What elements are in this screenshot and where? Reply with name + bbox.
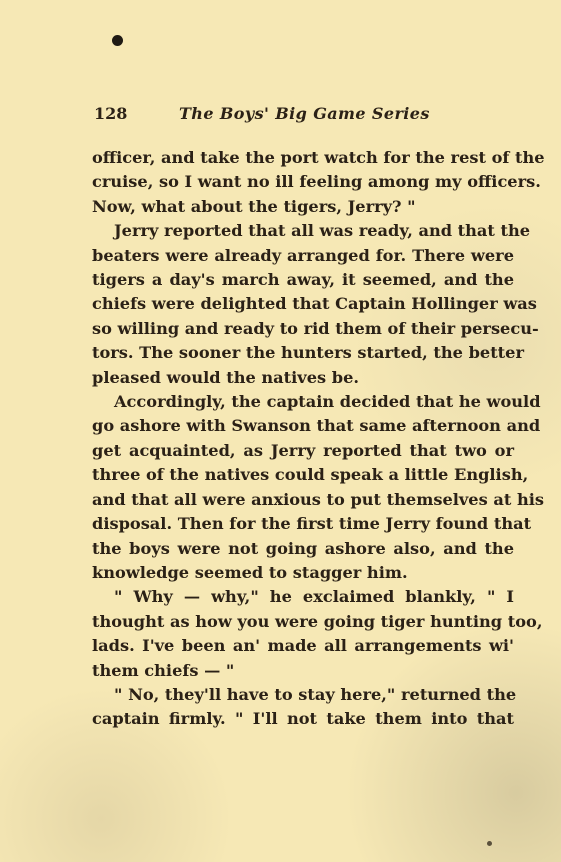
text-line: captain firmly. " I'll not take them into that [92, 709, 514, 729]
text-line: them chiefs — " [92, 660, 235, 680]
text-line: chiefs were delighted that Captain Hollinger was [92, 294, 537, 314]
text-line: " No, they'll have to stay here," returned the [114, 684, 517, 704]
text-line: lads. I've been an' made all arrangements wi' [92, 636, 514, 656]
text-line: " Why — why," he exclaimed blankly, " I [114, 587, 514, 607]
text-line: pleased would the natives be. [92, 367, 359, 387]
text-line: Now, what about the tigers, Jerry? " [92, 196, 416, 216]
text-line: tors. The sooner the hunters started, the better [92, 343, 524, 363]
text-line: get acquainted, as Jerry reported that two or [92, 440, 514, 460]
paragraph [92, 219, 539, 390]
text-line: thought as how you were going tiger hunting too, [92, 611, 543, 631]
text-line: go ashore with Swanson that same afternoon and [92, 416, 541, 436]
text-line: the boys were not going ashore also, and the [92, 538, 514, 558]
text-line: cruise, so I want no ill feeling among my officers. [92, 172, 541, 192]
text-line: so willing and ready to rid them of their persecu- [92, 318, 539, 338]
text-line: beaters were already arranged for. There were [92, 245, 514, 265]
text-line: Jerry reported that all was ready, and that the [114, 221, 531, 241]
text-line: tigers a day's march away, it seemed, and the [92, 270, 514, 290]
paragraph [92, 390, 544, 585]
text-line: Accordingly, the captain decided that he would [114, 392, 541, 412]
page-number: 128 [94, 104, 128, 123]
text-line: disposal. Then for the first time Jerry found that [92, 514, 532, 534]
paragraph [92, 146, 545, 219]
binding-hole [112, 35, 123, 46]
series-title: The Boys' Big Game Series [179, 104, 430, 123]
running-head [94, 104, 514, 126]
body-text [92, 146, 545, 732]
text-line: and that all were anxious to put themselves at his [92, 489, 544, 509]
ink-speck [487, 841, 492, 846]
text-line: knowledge seemed to stagger him. [92, 562, 408, 582]
paragraph [92, 683, 517, 732]
text-line: officer, and take the port watch for the rest of the [92, 148, 545, 167]
paragraph [92, 585, 543, 683]
text-line: three of the natives could speak a little English, [92, 465, 529, 485]
